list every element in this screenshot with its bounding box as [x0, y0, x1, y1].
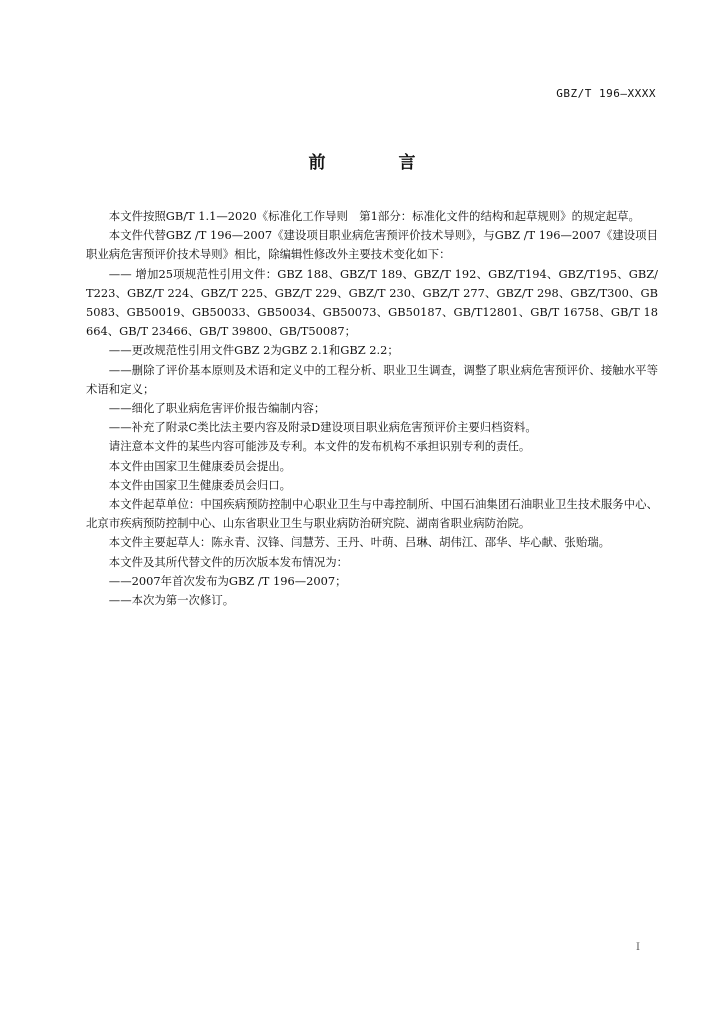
- change-item-reference-updated: ——更改规范性引用文件GBZ 2为GBZ 2.1和GBZ 2.2；: [108, 343, 399, 358]
- paragraph-drafters: 本文件主要起草人：陈永青、汉锋、闫慧芳、王丹、叶萌、吕琳、胡伟江、邵华、毕心献、张贻瑞。: [108, 535, 610, 550]
- history-item-first-release: ——2007年首次发布为GBZ /T 196—2007；: [108, 573, 347, 588]
- paragraph-patent-notice: 请注意本文件的某些内容可能涉及专利。本文件的发布机构不承担识别专利的责任。: [108, 439, 531, 454]
- paragraph-drafting-rule: 本文件按照GB/T 1.1—2020《标准化工作导则 第1部分：标准化文件的结构和起草规则》的规定起草。: [108, 209, 640, 223]
- page-title: 前 言: [308, 153, 444, 173]
- page-number: I: [636, 942, 640, 953]
- change-item-appendix-added: ——补充了附录C类比法主要内容及附录D建设项目职业病危害预评价主要归档资料。: [108, 420, 537, 435]
- paragraph-history-intro: 本文件及其所代替文件的历次版本发布情况为：: [108, 554, 349, 569]
- paragraph-drafting-units: 本文件起草单位：中国疾病预防控制中心职业卫生与中毒控制所、中国石油集团石油职业卫生技术服务中心、北京市疾病预防控制中心、山东省职业卫生与职业病防治研究院、湖南省职业病防治院。: [86, 497, 658, 531]
- document-code: GBZ/T 196—XXXX: [556, 87, 656, 100]
- change-item-references-added: —— 增加25项规范性引用文件：GBZ 188、GBZ/T 189、GBZ/T 192、GBZ/T194、GBZ/T195、GBZ/T223、GBZ/T 224、GBZ/T 225、GBZ/T 229、GBZ/T 230、GBZ/T 277、GBZ/T 298、GBZ/T300、GB5083、GB50019、GB50033、GB50034、GB50073、GB50187、GB/T12801、GB/T 16758、GB/T 18664、GB/T 23466、GB/T 39800、GB/T50087；: [86, 266, 658, 339]
- paragraph-proposed-by: 本文件由国家卫生健康委员会提出。: [108, 458, 292, 473]
- change-item-report-content: ——细化了职业病危害评价报告编制内容；: [108, 401, 326, 416]
- history-item-first-revision: ——本次为第一次修订。: [108, 593, 235, 608]
- foreword-body: [86, 207, 658, 610]
- paragraph-centralized-by: 本文件由国家卫生健康委员会归口。: [108, 477, 292, 492]
- paragraph-replaces: 本文件代替GBZ /T 196—2007《建设项目职业病危害预评价技术导则》，与GBZ /T 196—2007《建设项目职业病危害预评价技术导则》相比，除编辑性修改外主要技术变化如下：: [86, 228, 658, 262]
- change-item-terms-removed: ——删除了评价基本原则及术语和定义中的工程分析、职业卫生调查，调整了职业病危害预评价、接触水平等术语和定义；: [86, 362, 658, 396]
